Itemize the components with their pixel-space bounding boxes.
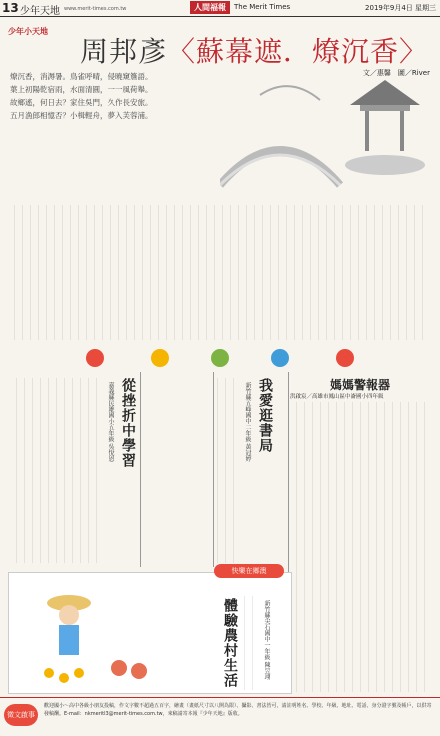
article-author-setback: 嘉義縣民雄國小五年級 吳悅恩 xyxy=(107,382,114,462)
site-url: www.merit-times.com.tw xyxy=(64,6,127,12)
article-body-farm xyxy=(240,596,260,690)
newspaper-logo-en: The Merit Times xyxy=(234,3,291,11)
article-title-mom: 媽媽警報器 xyxy=(330,378,391,392)
page-footer xyxy=(0,697,440,736)
issue-date: 2019年9月4日 星期三 xyxy=(365,4,436,12)
poem-text xyxy=(10,70,185,122)
column-divider xyxy=(213,372,214,567)
poet-name: 周邦彥 xyxy=(80,35,168,68)
section-divider xyxy=(0,345,440,371)
newspaper-logo: 人間福報 xyxy=(190,1,230,14)
article-body xyxy=(10,205,430,340)
submission-notice: 歡迎國小～高中各級小朋友投稿，作文字數不超過五百字，繪畫（畫紙尺寸以八開為限）、攝影、書法皆可，請註明姓名、學校、年級、地址、電話、身分證字號及帳戶，以供寄發稿酬。E-mail：nkmeritl3@merit-times.com.tw，來稿請寄本報『少年天地』版收。 xyxy=(44,703,432,717)
page-header xyxy=(0,0,440,17)
article-body-setback xyxy=(10,378,104,563)
article-author-bookstore: 新竹縣五峰國中二年級 黃冠婷 xyxy=(244,382,251,462)
article-author-mom: 洪啟宸／高雄市鳳山區中崙國小四年級 xyxy=(290,394,384,400)
call-for-submissions-badge: 徵文啟事 xyxy=(4,704,38,726)
pavilion-bridge-illustration xyxy=(220,75,425,205)
poem-line: 葉上初陽乾宿雨，水面清圓，一一風荷舉。 xyxy=(10,85,153,94)
article-title-farm: 體驗農村生活 xyxy=(222,598,238,688)
poem-line: 故鄉遙，何日去？家住吳門，久作長安旅。 xyxy=(10,98,153,107)
byline: 文／惠馨 圖／River xyxy=(362,69,430,77)
poem-line: 燎沉香，消溽暑。鳥雀呼晴，侵曉窺簷語。 xyxy=(10,72,153,81)
section-name: 少年天地 xyxy=(20,6,60,17)
article-body-bookstore xyxy=(215,378,241,563)
poem-line: 五月漁郎相憶否？小楫輕舟，夢入芙蓉浦。 xyxy=(10,111,153,120)
illustration-tag: 快樂在鄉澳 xyxy=(214,564,284,578)
column-divider xyxy=(140,372,141,567)
article-author-farm: 新竹縣尖石國中一年級 陳昱翊 xyxy=(263,600,270,680)
page-title xyxy=(80,30,428,70)
article-body-mom xyxy=(292,402,432,692)
page-number: 13 xyxy=(2,1,19,15)
title-area xyxy=(0,18,440,73)
poem-title: 〈蘇幕遮．燎沉香〉 xyxy=(167,35,429,68)
column-badge: 少年小天地 xyxy=(8,27,48,36)
article-title-setback: 從挫折中學習 xyxy=(120,378,136,468)
article-title-bookstore: 我愛逛書局 xyxy=(257,378,273,453)
